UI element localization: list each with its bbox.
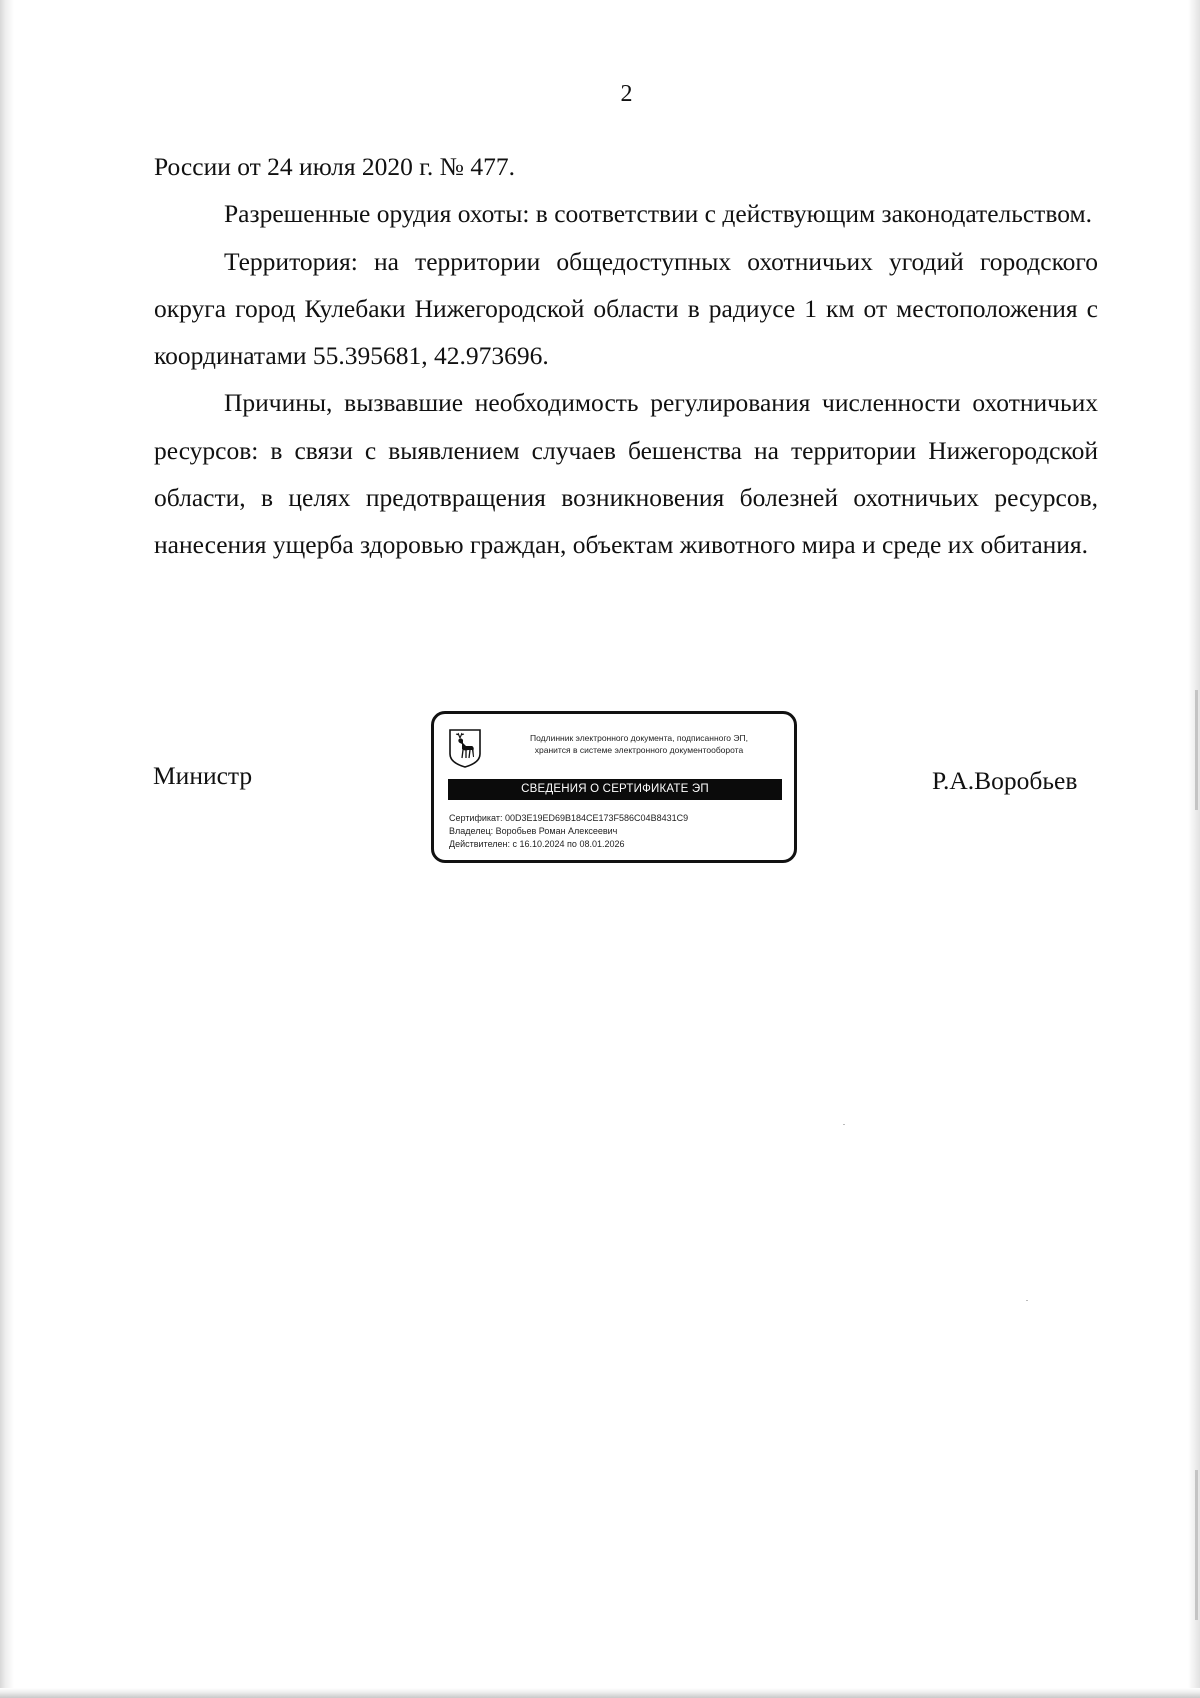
scan-speck xyxy=(843,1124,845,1125)
scan-edge-left xyxy=(0,0,14,1698)
paragraph-territory: Территория: на территории общедоступных охотничьих угодий городского округа город Кулебаки Нижегородской области в радиусе 1 км от местоположения с координатами 55.395681, 42.973696. xyxy=(154,246,1098,371)
deer-coat-of-arms-icon xyxy=(448,728,482,768)
scan-mark xyxy=(1195,1470,1198,1620)
stamp-note-line: хранится в системе электронного документооборота xyxy=(534,745,744,755)
page-number: 2 xyxy=(620,81,633,107)
scan-speck xyxy=(1026,1300,1028,1301)
stamp-note xyxy=(490,732,788,756)
scan-mark xyxy=(1195,690,1198,810)
paragraph-continuation: России от 24 июля 2020 г. № 477. xyxy=(154,152,515,181)
stamp-header: СВЕДЕНИЯ О СЕРТИФИКАТЕ ЭП xyxy=(448,779,782,800)
certificate-validity: Действителен: с 16.10.2024 по 08.01.2026 xyxy=(449,839,625,849)
document-body xyxy=(154,143,1098,569)
paragraph-hunting-tools: Разрешенные орудия охоты: в соответствии с действующим законодательством. xyxy=(224,199,1092,229)
certificate-owner: Владелец: Воробьев Роман Алексеевич xyxy=(449,826,618,836)
signer-name: Р.А.Воробьев xyxy=(932,766,1078,795)
paragraph-reasons: Причины, вызвавшие необходимость регулирования численности охотничьих ресурсов: в связи с выявлением случаев бешенства на территории Нижегородской области, в целях предотвращения возникновения болезней охотничьих ресурсов, нанесения ущерба здоровью граждан, объектам животного мира и среде их обитания. xyxy=(154,388,1098,560)
stamp-details xyxy=(449,812,688,851)
scan-edge-bottom xyxy=(0,1688,1200,1698)
certificate-number: Сертификат: 00D3E19ED69B184CE173F586C04B8431C9 xyxy=(449,813,689,823)
signer-position: Министр xyxy=(153,761,253,790)
scan-edge-right xyxy=(1188,0,1200,1698)
stamp-note-line: Подлинник электронного документа, подписанного ЭП, xyxy=(530,733,748,743)
electronic-signature-stamp xyxy=(431,711,797,863)
